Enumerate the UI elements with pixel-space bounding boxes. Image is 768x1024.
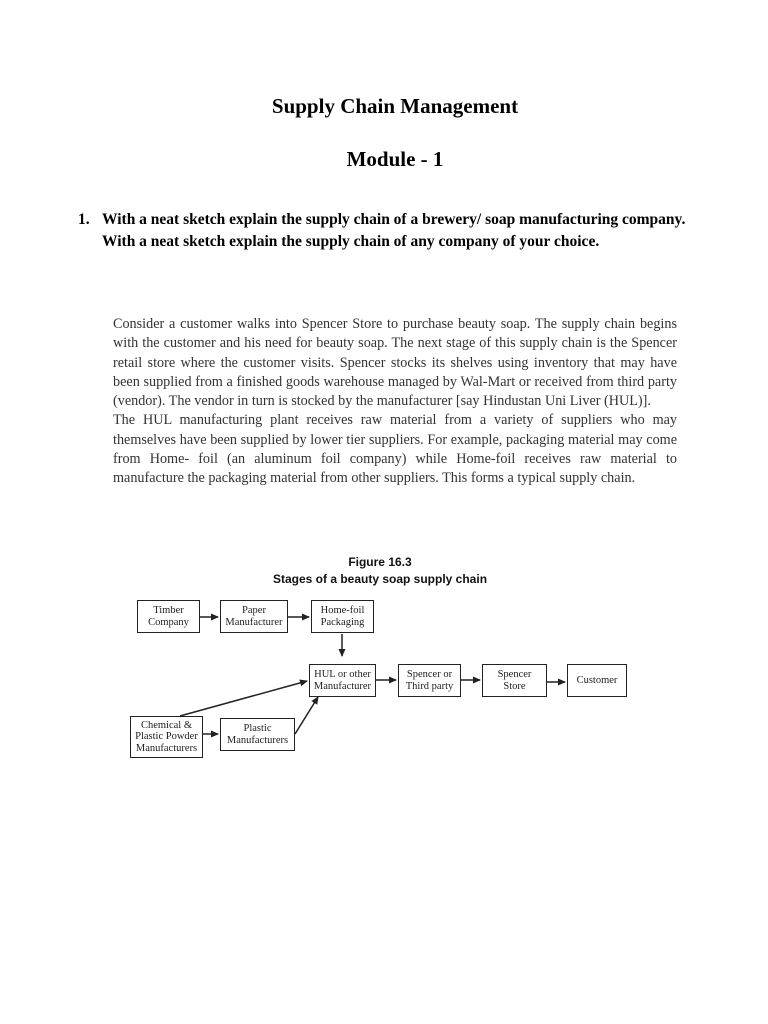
node-hul-manufacturer: HUL or other Manufacturer [309,664,376,697]
answer-text [113,315,677,489]
module-title: Module - 1 [346,147,444,171]
node-spencer-store: Spencer Store [482,664,547,697]
node-spencer-or-third-party: Spencer or Third party [398,664,461,697]
node-chemical-plastic-powder: Chemical & Plastic Powder Manufacturers [130,716,203,758]
node-customer: Customer [567,664,627,697]
arrow-chemical-to-hul [180,681,307,716]
question-block [78,209,708,253]
question-number: 1. [78,211,90,228]
node-plastic-manufacturers: Plastic Manufacturers [220,718,295,751]
document-title: Supply Chain Management [271,94,519,118]
node-timber-company: Timber Company [137,600,200,633]
figure-label: Figure 16.3 [348,555,412,569]
node-homefoil-packaging: Home-foil Packaging [311,600,374,633]
figure-caption: Stages of a beauty soap supply chain [272,572,488,586]
arrow-plastic-to-hul [295,697,318,734]
answer-paragraph-2: The HUL manufacturing plant receives raw material from a variety of suppliers who may themselves have been supplied by lower tier suppliers. For example, packaging material may come from Home- foil (an aluminum foil company) while Home-foil receives raw material to manufacture the packaging material from other suppliers. This forms a typical supply chain. [113,412,677,487]
question-text: With a neat sketch explain the supply chain of a brewery/ soap manufacturing company. With a neat sketch explain the supply chain of any company of your choice. [102,211,686,250]
answer-paragraph-1: Consider a customer walks into Spencer Store to purchase beauty soap. The supply chain begins with the customer and his need for beauty soap. The next stage of this supply chain is the Spencer retail store where the customer visits. Spencer stocks its shelves using inventory that may have been supplied from a finished goods warehouse managed by Wal-Mart or received from third party (vendor). The vendor in turn is stocked by the manufacturer [say Hindustan Uni Liver (HUL)]. [113,316,677,410]
node-paper-manufacturer: Paper Manufacturer [220,600,288,633]
